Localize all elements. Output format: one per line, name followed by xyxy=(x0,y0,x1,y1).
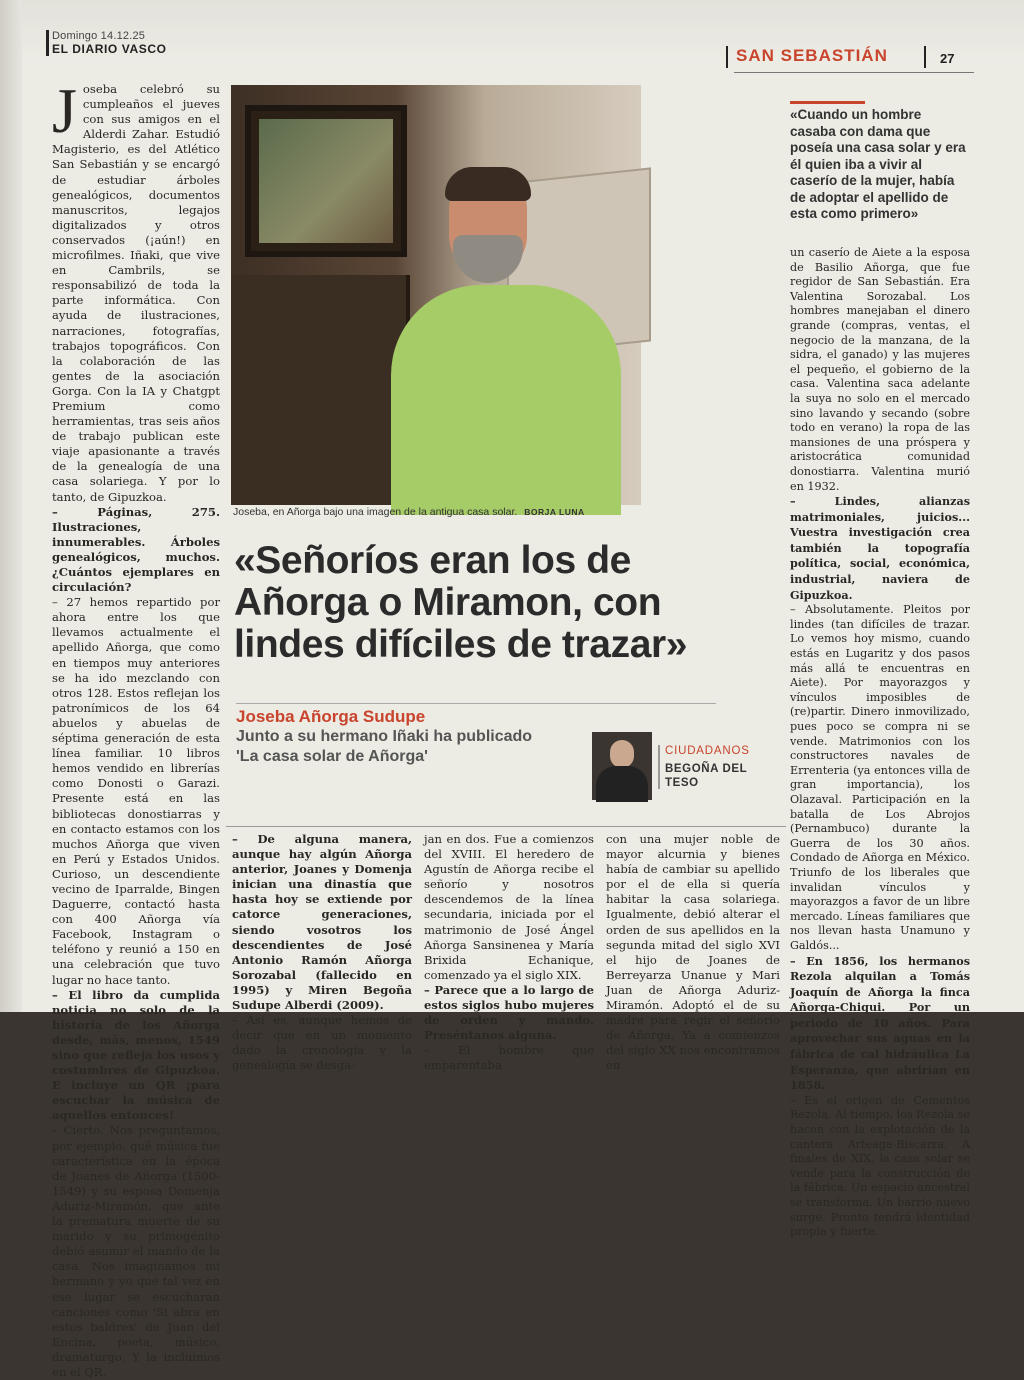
question: – De alguna manera, aunque hay algún Añorga anterior, Joanes y Domenja inician una dinastía que hasta hoy se extiende por catorce generaciones, siendo vosotros los descendientes de José Antonio Ramón Añorga Sorozabal (fallecido en 1995) y Miren Begoña Sudupe Alberdi (2009). xyxy=(232,832,412,1013)
caption-text: Joseba, en Añorga bajo una imagen de la antigua casa solar. xyxy=(233,506,518,518)
pull-quote: «Cuando un hombre casaba con dama que poseía una casa solar y era él quien iba a vivir al caserío de la mujer, había de adoptar el apellido de esta como primero» xyxy=(790,107,966,221)
photo-credit: BORJA LUNA xyxy=(524,507,585,517)
interviewee-name: Joseba Añorga Sudupe xyxy=(236,707,426,726)
question: – En 1856, los hermanos Rezola alquilan a Tomás Joaquín de Añorga la finca Añorga-Chiqui. Por un periodo de 10 años. Para aprovechar sus aguas en la fábrica de cal hidráulica La Esperanza, que abrirían en 1858. xyxy=(790,953,970,1093)
paragraph: oseba celebró su cumpleaños el jueves con sus amigos en el Alderdi Zahar. Estudió Magisterio, es del Atlético San Sebastián y se encargó de estudiar árboles genealógicos, documentos manuscritos, legajos digitalizados y otros conservados (¡aún!) en microfilmes. Iñaki, que vive en Cambrils, se responsabilizó de toda la parte informática. Con ayuda de ilustraciones, narraciones, fotografías, trabajos topográficos. Con la colaboración de las gentes de la asociación Gorga. Con la IA y Chatgpt Premium como herramientas, tras seis años de trabajo publican este viaje apasionante a través de la genealogía de una casa solariega. Y por lo tanto, de Gipuzkoa. xyxy=(52,82,220,504)
section-header xyxy=(736,46,888,66)
headline: «Señoríos eran los de Añorga o Miramon, con lindes difíciles de trazar» xyxy=(234,539,688,666)
section-bar-left xyxy=(726,46,728,68)
paragraph: – Es el origen de Cementos Rezola. Al tiempo, los Rezola se hacen con la explotación de la cantera Arteaga-Biscarra. A finales de XIX, la casa solar se vende para la construcción de la fábrica. Un espacio ancestral se transforma. Un barrio nuevo surge. Pronto tendrá identidad propia y fuerte. xyxy=(790,1093,971,1239)
kicker-bar xyxy=(658,745,660,789)
column-kicker: CIUDADANOS xyxy=(665,745,750,757)
paragraph: jan en dos. Fue a comienzos del XVIII. El heredero de Agustín de Añorga recibe el señorío y nosotros descendemos de la línea secundaria, iniciada por el matrimonio de José Ángel Añorga Sansinenea y María Brixida Echanique, comenzado ya el siglo XIX. xyxy=(424,832,594,982)
article-column-5 xyxy=(790,246,970,1240)
page-fold xyxy=(0,0,22,1012)
newspaper-header xyxy=(52,30,167,56)
article-column-3 xyxy=(424,832,594,1074)
subtitle: Junto a su hermano Iñaki ha publicado 'La casa solar de Añorga' xyxy=(236,728,533,765)
issue-date: Domingo 14.12.25 xyxy=(52,30,146,42)
photo-person-hair xyxy=(445,167,531,201)
article-column-2 xyxy=(232,832,412,1074)
page-number: 27 xyxy=(940,51,955,66)
photo-window xyxy=(245,105,407,257)
question: – Parece que a lo largo de estos siglos hubo mujeres de orden y mando. Preséntanos alguna. xyxy=(424,982,594,1043)
pull-quote-bar xyxy=(790,101,865,104)
photo-person-shirt xyxy=(391,285,621,515)
photo-door xyxy=(231,275,410,505)
article-column-1 xyxy=(52,75,220,1380)
paragraph: – 27 hemos repartido por ahora entre los que llevamos actualmente el apellido Añorga, que como en tiempos muy anteriores se ha ido mezclando con otros 128. Estos reflejan los patronímicos de los 64 abuelos y abuelas de séptima generación de esta línea familiar. 10 libros hemos vendido en librerías como Donosti o Garazi. Presente está en las bibliotecas donostiarras y en contacto estamos con los muchos Añorga que viven en Perú y Estados Unidos. Curioso, un descendiente vecino de Iparralde, Bingen Daguerre, contactó hasta con 400 Añorga vía Facebook, Instagram o teléfono y reunió a 150 en una celebración que tuvo lugar no hace tanto. xyxy=(52,595,220,987)
article-photo xyxy=(231,85,641,505)
section-name: SAN SEBASTIÁN xyxy=(736,46,888,65)
photo-caption xyxy=(233,506,585,518)
question: – Páginas, 275. Ilustraciones, innumerables. Árboles genealógicos, muchos. ¿Cuántos ejemplares en circulación? xyxy=(52,504,220,595)
paragraph: un caserío de Aiete a la esposa de Basilio Añorga, que fue regidor de San Sebastián. Era Valentina Sorozabal. Los hombres manejaban el dinero grande (compras, ventas, el negocio de la manzana, de la sidra, el ganado) y las mujeres el pequeño, el gobierno de la casa. Valentina saca adelante la suya no solo en el mercado sino lavando y secando (sobre todo en verano) la ropa de las mansiones de una próspera y aristocrática comunidad donostiarra. Valentina murió en 1932. xyxy=(790,246,970,493)
header-rule xyxy=(734,72,974,73)
paragraph: con una mujer noble de mayor alcurnia y bienes había de cambiar su apellido por el de ella si quería habitar la casa solariega. Igualmente, debió alterar el orden de sus apellidos en la segunda mitad del siglo XVI el hijo de Joanes de Berreyarza Unanue y Mari Juan de Añorga Aduriz-Miramón. Adoptó el de su madre para regir el señorío de Añorga. Ya a comienzos del siglo XX nos encontramos en xyxy=(606,832,780,1073)
question: – El libro da cumplida noticia no solo de la historia de los Añorga desde, más, menos, 1549 sino que refleja los usos y costumbres de Gipuzkoa. E incluye un QR ¡para escuchar la música de aquellos entonces! xyxy=(52,987,220,1123)
question: – Lindes, alianzas matrimoniales, juicios... Vuestra investigación crea también la topografía política, social, económica, industrial, naviera de Gipuzkoa. xyxy=(790,494,970,602)
article-column-4 xyxy=(606,832,780,1074)
newspaper-name: EL DIARIO VASCO xyxy=(52,42,167,56)
headline-rule xyxy=(236,703,716,704)
section-bar-right xyxy=(924,46,926,68)
paragraph: – Cierto. Nos preguntamos, por ejemplo, qué música fue característica en la época de Joanes de Añorga (1500-1549) y su esposa Domenja Aduriz-Miramón, que ante la prematura muerte de su marido y su primogénito debió asumir el mando de la casa. Nos imaginamos mi hermano y yo que tal vez en ese lugar se escucharan canciones como 'Si abra en estos baldres' de Juan del Encina, poeta, músico, dramaturgo. Y la incluimos en el QR. xyxy=(52,1123,220,1379)
paragraph: – El hombre que emparentaba xyxy=(424,1043,594,1073)
paragraph: – Así es, aunque hemos de decir que en un momento dado la cronología y la genealogía se desga- xyxy=(232,1013,412,1073)
author-photo xyxy=(592,732,652,800)
drop-cap: J xyxy=(52,75,77,146)
header-bar xyxy=(46,30,49,56)
author-name: BEGOÑA DEL TESO xyxy=(665,763,748,789)
bottom-rule xyxy=(226,826,786,827)
paragraph: – Absolutamente. Pleitos por lindes (tan difíciles de trazar. Lo vemos hoy mismo, cuando estás en Lugaritz y dos pasos más allá te encuentras en Aiete). Por mayorazgos y vínculos imposibles de (re)partir. Dinero inmovilizado, pues poco se compra ni se vende. Matrimonios con los constructores navales de Errenteria (ya entonces villa de gran importancia), los Olazaval. Participación en la batalla de Los Abrojos (Pernambuco) durante la Guerra de los 30 años. Condado de Añorga en México. Triunfo de los liberales que invalidan vínculos y mayorazgos a favor de un libre mercado. Líneas familiares que nos llevan hasta Unamuno y Galdós... xyxy=(790,603,970,952)
